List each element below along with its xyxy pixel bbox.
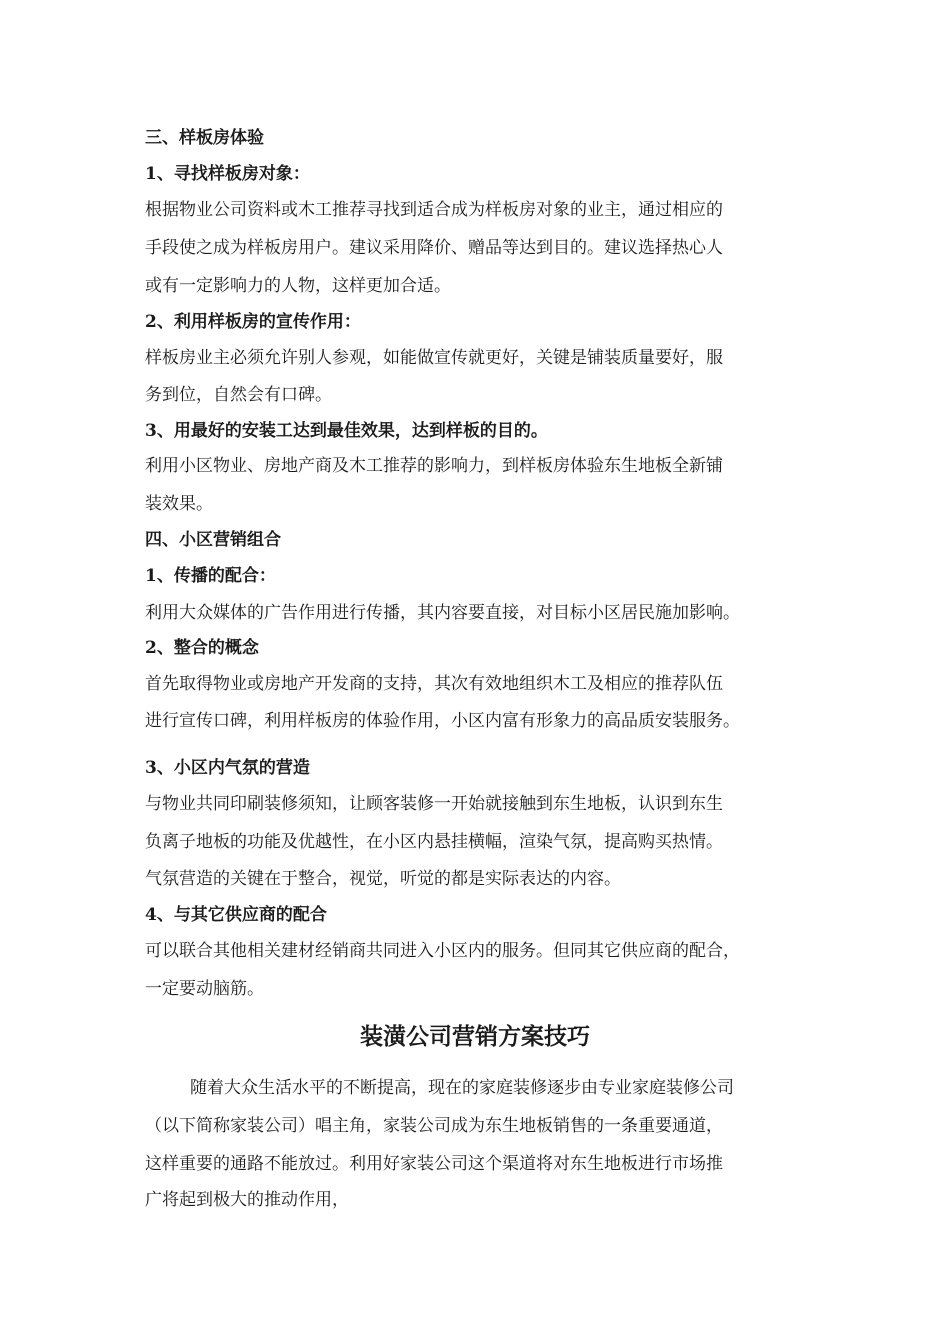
section-heading: 三、样板房体验 bbox=[145, 128, 264, 148]
body-line: 进行宣传口碑，利用样板房的体验作用，小区内富有形象力的高品质安装服务。 bbox=[145, 711, 740, 731]
body-line: 首先取得物业或房地产开发商的支持，其次有效地组织木工及相应的推荐队伍 bbox=[145, 674, 723, 694]
body-line: 可以联合其他相关建材经销商共同进入小区内的服务。但同其它供应商的配合， bbox=[145, 941, 740, 961]
body-line: 或有一定影响力的人物，这样更加合适。 bbox=[145, 276, 451, 296]
subheading: 3、用最好的安装工达到最佳效果，达到样板的目的。 bbox=[145, 421, 548, 441]
document-title: 装潢公司营销方案技巧 bbox=[360, 1023, 590, 1050]
body-line: 一定要动脑筋。 bbox=[145, 979, 264, 999]
body-line: 样板房业主必须允许别人参观，如能做宣传就更好，关键是铺装质量要好，服 bbox=[145, 348, 723, 368]
body-line: 利用大众媒体的广告作用进行传播，其内容要直接，对目标小区居民施加影响。 bbox=[145, 603, 740, 623]
body-line: 与物业共同印刷装修须知，让顾客装修一开始就接触到东生地板，认识到东生 bbox=[145, 794, 723, 814]
body-line: 负离子地板的功能及优越性，在小区内悬挂横幅，渲染气氛，提高购买热情。 bbox=[145, 832, 723, 852]
paragraph-line: （以下简称家装公司）唱主角，家装公司成为东生地板销售的一条重要通道， bbox=[145, 1116, 723, 1136]
body-line: 气氛营造的关键在于整合，视觉，听觉的都是实际表达的内容。 bbox=[145, 869, 621, 889]
subheading: 1、寻找样板房对象： bbox=[145, 164, 310, 184]
subheading: 4、与其它供应商的配合 bbox=[145, 905, 327, 925]
subheading: 2、利用样板房的宣传作用： bbox=[145, 312, 361, 332]
body-line: 手段使之成为样板房用户。建议采用降价、赠品等达到目的。建议选择热心人 bbox=[145, 238, 723, 258]
subheading: 1、传播的配合： bbox=[145, 566, 276, 586]
body-line: 根据物业公司资料或木工推荐寻找到适合成为样板房对象的业主，通过相应的 bbox=[145, 200, 723, 220]
body-line: 利用小区物业、房地产商及木工推荐的影响力，到样板房体验东生地板全新铺 bbox=[145, 456, 723, 476]
paragraph-line: 随着大众生活水平的不断提高，现在的家庭装修逐步由专业家庭装修公司 bbox=[190, 1078, 734, 1098]
subheading: 2、整合的概念 bbox=[145, 638, 259, 658]
body-line: 装效果。 bbox=[145, 494, 213, 514]
paragraph-line: 广将起到极大的推动作用， bbox=[145, 1190, 349, 1210]
paragraph-line: 这样重要的通路不能放过。利用好家装公司这个渠道将对东生地板进行市场推 bbox=[145, 1154, 723, 1174]
subheading: 3、小区内气氛的营造 bbox=[145, 758, 310, 778]
section-heading: 四、小区营销组合 bbox=[145, 530, 281, 550]
body-line: 务到位，自然会有口碑。 bbox=[145, 385, 332, 405]
